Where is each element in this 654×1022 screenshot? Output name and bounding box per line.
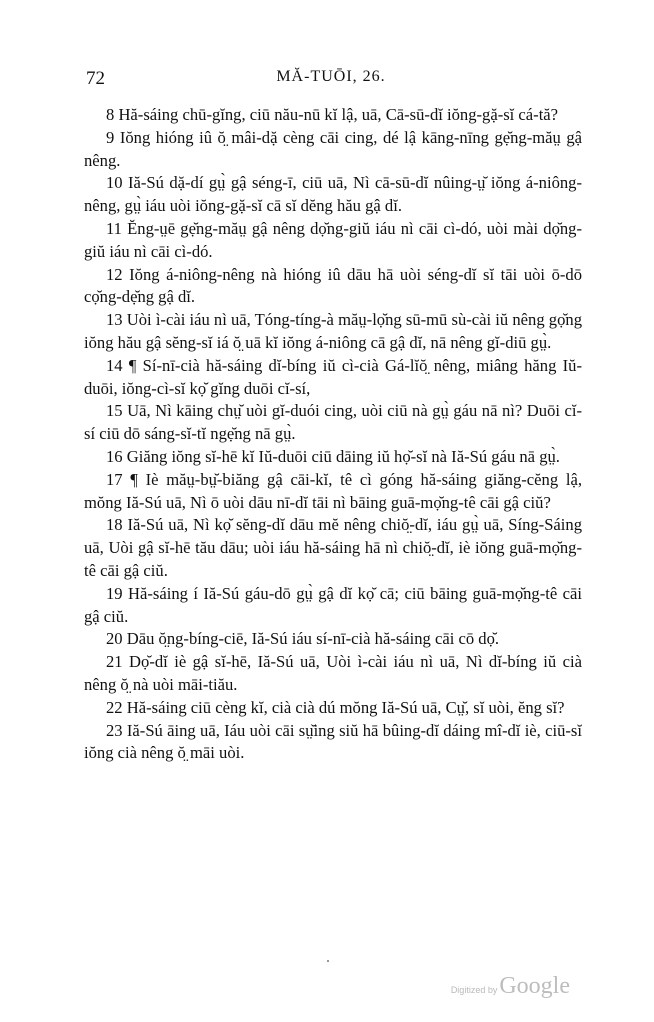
print-speck xyxy=(327,960,329,962)
verse-17: 17 ¶ Iè măṳ-bṳ̆-biăng gậ cāi-kĭ, tê cì góng hă-sáing giăng-cĕng lậ, mŏng Iă-Sú uā, Nì ō uòi dāu nī-dĭ tāi nì bāing guā-mọ̆ng-tê cāi gậ ciŭ? xyxy=(84,469,582,512)
verse-23: 23 Iă-Sú āing uā, Iáu uòi cāi sṳ̆ing siŭ hā bûing-dĭ dáing mî-dĭ iè, ciū-sĭ iŏng cià nêng ŏ̤ māi uòi. xyxy=(84,720,582,763)
running-title: MĂ-TUŌI, 26. xyxy=(276,68,386,85)
verse-18: 18 Iă-Sú uā, Nì kọ̆ sĕng-dĭ dāu mĕ nêng chiŏ̤-dĭ, iáu gṳ̀ uā, Síng-Sáing uā, Uòi gậ sĭ-hē tău dāu; uòi iáu hă-sáing hā nì chiŏ̤-dĭ, iè iŏng guā-mọ̆ng-tê cāi gậ ciŭ. xyxy=(84,515,582,580)
verse-22: 22 Hă-sáing ciū cèng kĭ, cià cià dú mŏng Iă-Sú uā, Cṳ̆, sĭ uòi, ĕng sĭ? xyxy=(106,697,565,717)
page-number: 72 xyxy=(86,68,105,89)
page-header xyxy=(86,68,576,92)
digitized-watermark xyxy=(451,973,570,1000)
verse-15: 15 Uā, Nì kāing chṳ̆ uòi gĭ-duói cing, uòi ciū nà gṳ̀ gáu nā nì? Duōi cĭ-sí ciū dō sáng-sĭ-tĭ ngẹ̆ng nā gṳ̀. xyxy=(84,401,582,444)
verse-19: 19 Hă-sáing í Iă-Sú gáu-dō gṳ̀ gậ dĭ kọ̆ cā; ciū bāing guā-mọ̆ng-tê cāi gậ ciŭ. xyxy=(84,583,582,626)
google-logo: Google xyxy=(499,973,570,999)
verse-text-block xyxy=(84,104,582,765)
verse-10: 10 Iă-Sú dặ-dí gṳ̀ gậ séng-ī, ciū uā, Nì cā-sū-dĭ nûing-ṳ̆ iŏng á-niông-nêng, gṳ̀ iáu uòi iŏng-gặ-sĭ cā sĭ dĕng hău gậ dĭ. xyxy=(84,173,582,216)
verse-13: 13 Uòi ì-cài iáu nì uā, Tóng-tíng-à măṳ-lọ̆ng sū-mū sù-cài iŭ nêng gọ̆ng iŏng hău gậ sĕng-sĭ iá ŏ̤ uā kĭ iŏng á-niông cā gậ dĭ, nā nêng gĭ-diū gṳ̀. xyxy=(84,310,582,352)
verse-8: 8 Hă-sáing chū-gĭng, ciū nău-nū kĭ lậ, uā, Cā-sū-dĭ iŏng-gặ-sĭ cá-tă? xyxy=(106,105,559,124)
verse-11: 11 Ĕng-ṳē gẹ̆ng-măṳ gậ nêng dọ̆ng-giŭ iáu nì cāi cì-dó, uòi mài dọ̆ng-giŭ iáu nì cāi cì-dó. xyxy=(84,218,582,261)
digitized-by-label: Digitized by xyxy=(450,985,498,995)
verse-16: 16 Giăng iŏng sĭ-hē kĭ Iŭ-duōi ciū dāing iŭ họ̆-sĭ nà Iă-Sú gáu nā gṳ̀. xyxy=(106,446,560,466)
verse-9: 9 Iŏng hióng iû ŏ̤ mâi-dặ cèng cāi cing, dé lậ kāng-nīng gẹ̆ng-măṳ gậ nêng. xyxy=(84,127,582,170)
verse-12: 12 Iŏng á-niông-nêng nà hióng iû dāu hā uòi séng-dĭ sĭ tāi uòi ō-dō cọ̆ng-dẹ̆ng gậ dĭ. xyxy=(84,264,582,307)
verse-20: 20 Dāu ŏ̤ng-bíng-ciē, Iă-Sú iáu sí-nī-cià hă-sáing cāi cō dọ̆. xyxy=(106,629,500,649)
verse-14: 14 ¶ Sí-nī-cià hă-sáing dĭ-bíng iŭ cì-cià Gá-lĭŏ̤ nêng, miâng hăng Iŭ-duōi, iŏng-cì-sĭ kọ̆ gĭng duōi cĭ-sí, xyxy=(84,355,582,398)
verse-21: 21 Dọ̆-dĭ iè gậ sĭ-hē, Iă-Sú uā, Uòi ì-cài iáu nì uā, Nì dĭ-bíng iŭ cià nêng ŏ̤ nà uòi māi-tiău. xyxy=(84,652,582,694)
